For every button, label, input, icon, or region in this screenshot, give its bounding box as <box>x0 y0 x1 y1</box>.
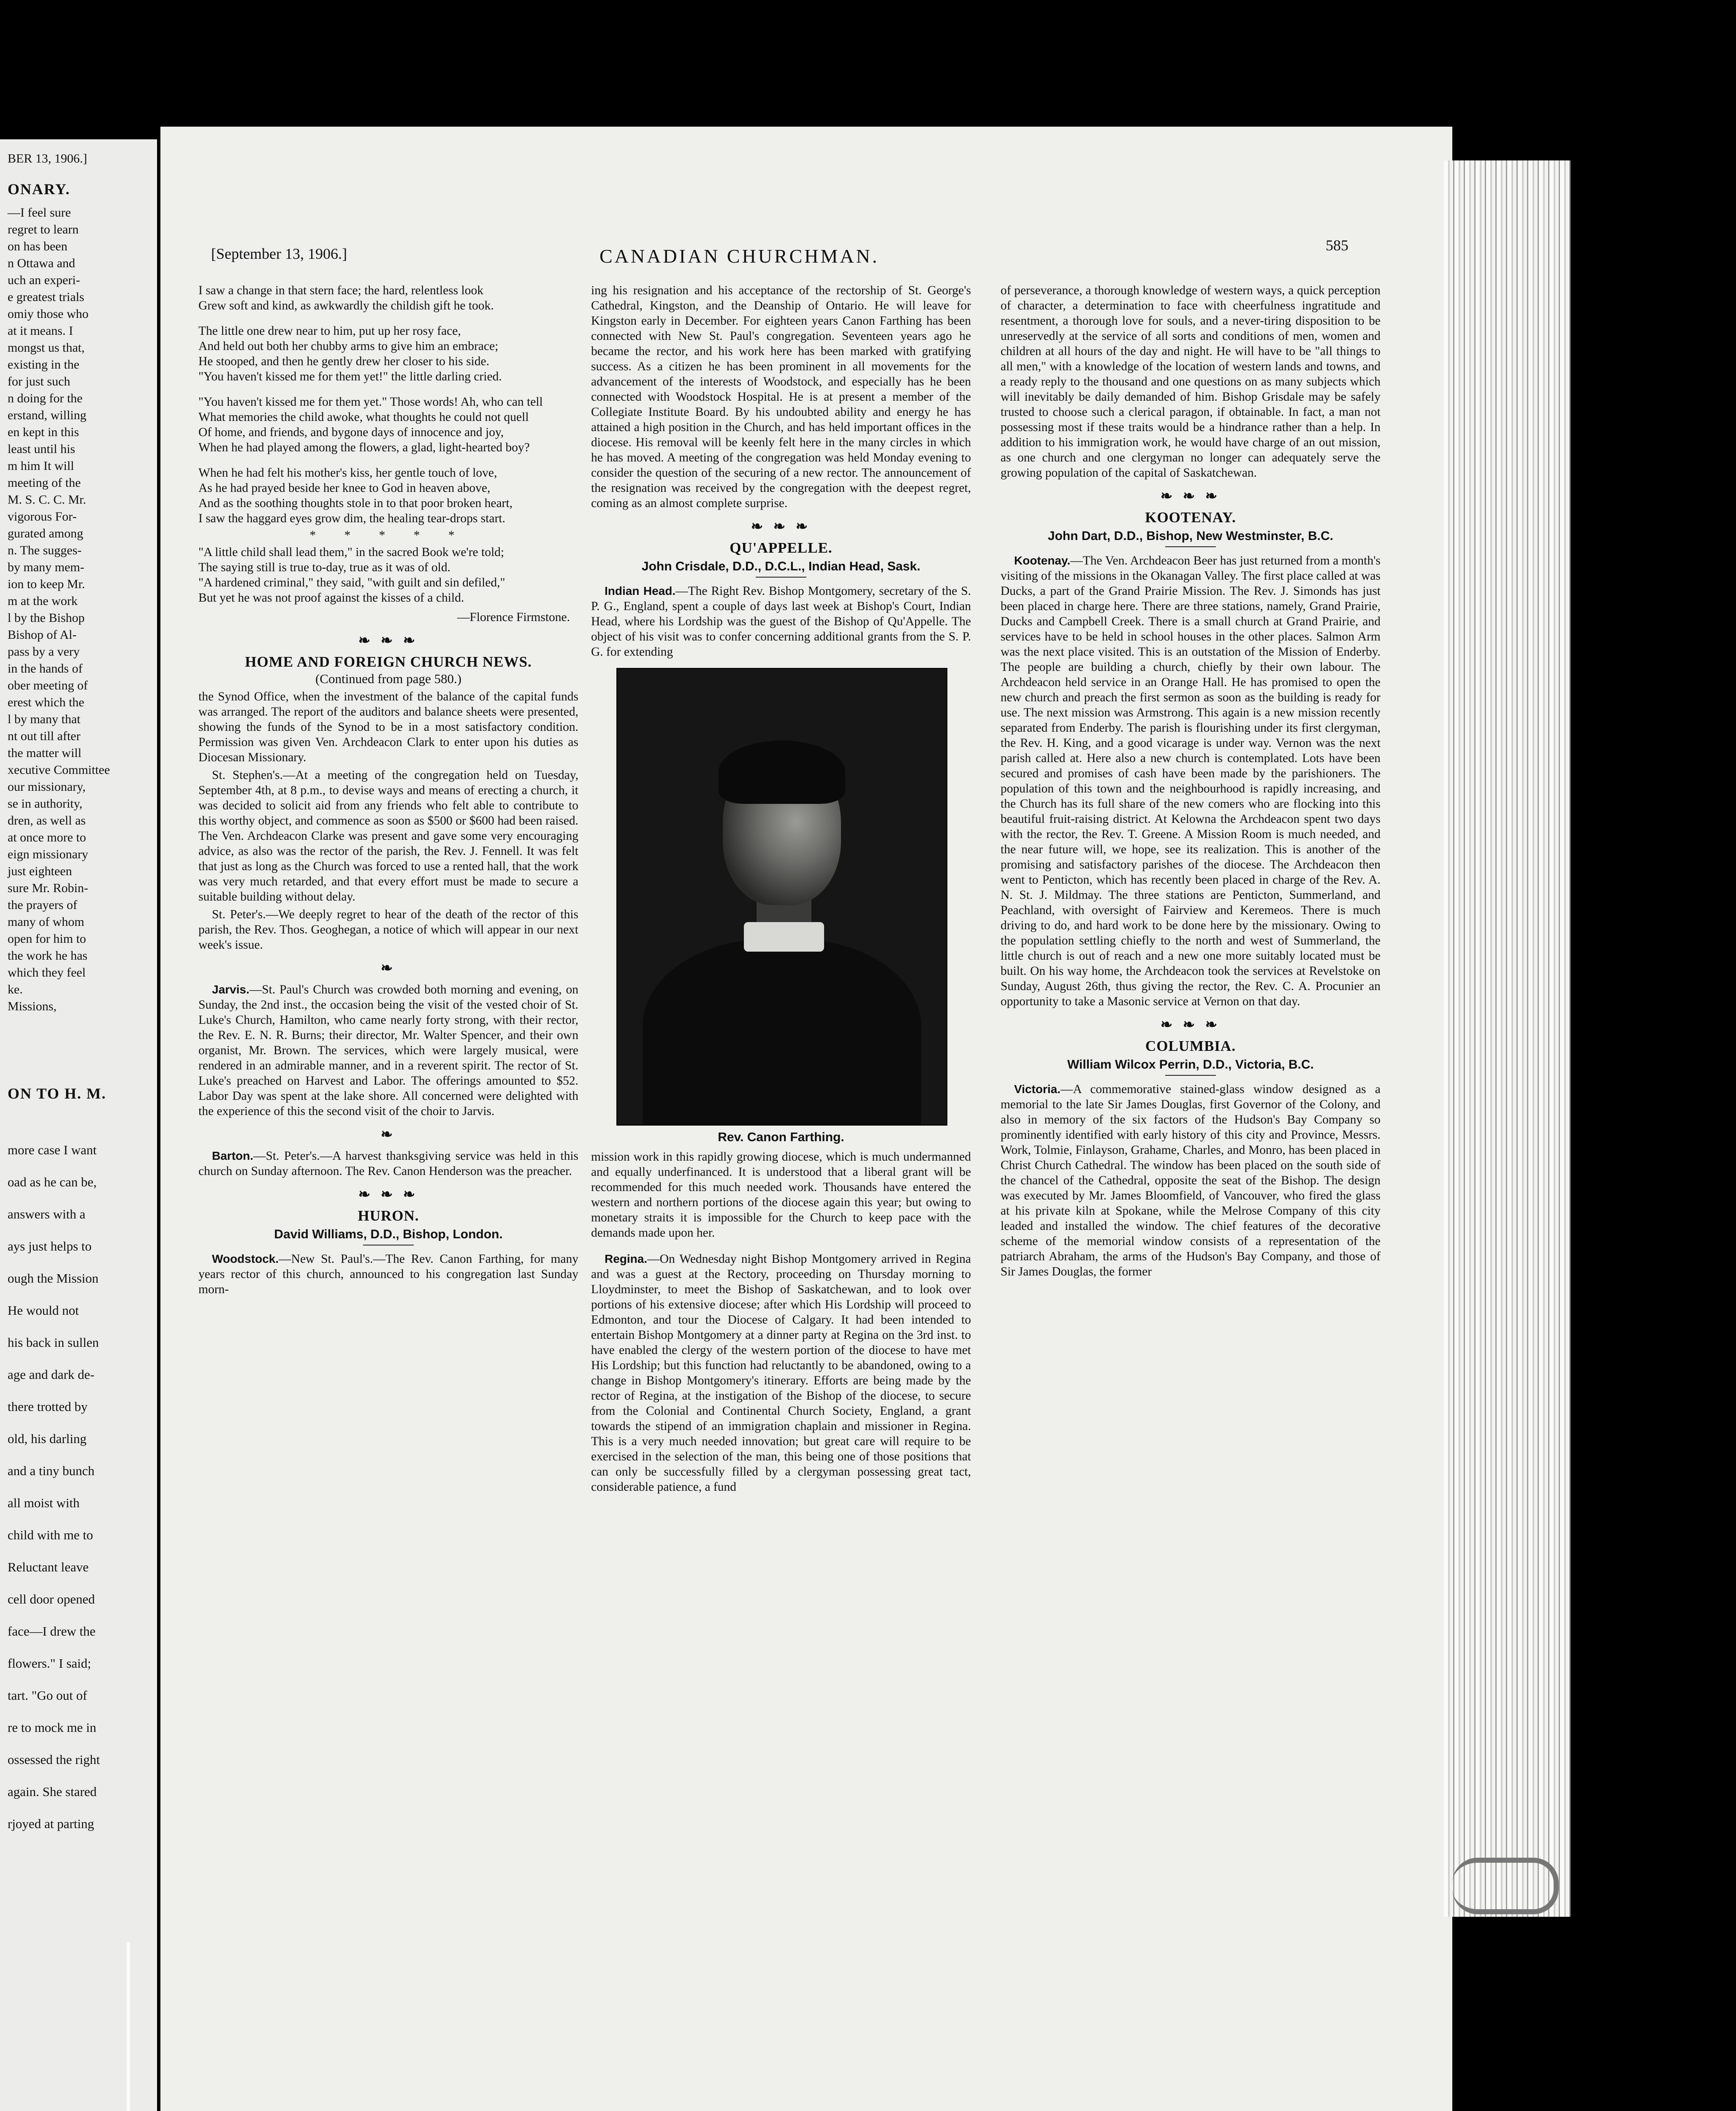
rule <box>1165 1075 1216 1076</box>
text-line: e greatest trials <box>8 290 84 304</box>
text-line: l by the Bishop <box>8 611 85 625</box>
paragraph-text: —On Wednesday night Bishop Montgomery arrived in Regina and was a guest at the Rectory, proceeding on Thursday morning to Lloydminster, to meet the Bishop of Saskatchewan, and to look over portions of his extensive diocese; after which His Lordship will proceed to Edmonton, and tour the Diocese of Calgary. It had been intended to entertain Bishop Montgomery at a dinner party at Regina on the 3rd inst. to have enabled the clergy of the western portion of the diocese to have met His Lordship; but this function had reluctantly to be abandoned, owing to a change in Bishop Montgomery's itinerary. Efforts are being made by the rector of Regina, at the instigation of the Bishop of the diocese, to secure from the Colonial and Continental Church Society, England, a grant towards the stipend of an immigration chaplain and missioner in Regina. This is a very much needed innovation; but great care will require to be exercised in the selection of the man, this being one of those positions that can only be successfully filled by a clergyman possessing great tact, considerable patience, a fund <box>591 1252 971 1494</box>
text-line: our missionary, <box>8 780 86 794</box>
stanza-break <box>198 384 578 394</box>
text-line: again. She stared <box>8 1784 97 1799</box>
text-line: ays just helps to <box>8 1239 92 1254</box>
text-line: there trotted by <box>8 1399 88 1414</box>
section-heading: HURON. <box>358 1207 419 1224</box>
text-line: M. S. C. C. Mr. <box>8 493 86 507</box>
text-line: ough the Mission <box>8 1271 99 1286</box>
ornament-small: ❧ <box>380 1127 396 1142</box>
text-line: the work he has <box>8 949 88 963</box>
portrait-figure <box>616 668 946 1145</box>
text-line: se in authority, <box>8 797 83 811</box>
text-line: many of whom <box>8 915 84 929</box>
column-2 <box>591 283 971 1497</box>
text-line: Bishop of Al- <box>8 628 77 642</box>
page-number: 585 <box>1326 237 1348 254</box>
text-line: xecutive Committee <box>8 763 110 777</box>
text-line: "You haven't kissed me for them yet." Those words! Ah, who can tell <box>198 395 543 409</box>
left-page-header: BER 13, 1906.] <box>8 152 87 166</box>
section-heading: KOOTENAY. <box>1145 509 1236 526</box>
spine-highlight <box>127 1942 130 2111</box>
ornament-small: ❧ <box>380 961 396 976</box>
ornament-divider: ❧ ❧ ❧ <box>1160 1017 1221 1033</box>
text-line: n Ottawa and <box>8 256 75 270</box>
text-line: rjoyed at parting <box>8 1816 94 1831</box>
text-line: "A hardened criminal," they said, "with guilt and sin defiled," <box>198 576 505 589</box>
paragraph-regina <box>591 1251 971 1495</box>
newspaper-page <box>160 127 1452 2111</box>
text-line: meeting of the <box>8 476 81 490</box>
text-line: more case I want <box>8 1142 97 1157</box>
text-line: face—I drew the <box>8 1624 96 1639</box>
section-heading: HOME AND FOREIGN CHURCH NEWS. <box>245 654 532 670</box>
text-line: uch an experi- <box>8 273 80 287</box>
place-name: Victoria. <box>1014 1083 1061 1096</box>
text-line: ober meeting of <box>8 678 88 692</box>
text-line: "A little child shall lead them," in the sacred Book we're told; <box>198 545 505 559</box>
text-line: "You haven't kissed me for them yet!" the little darling cried. <box>198 370 502 383</box>
text-line: erstand, willing <box>8 408 87 422</box>
text-line: Grew soft and kind, as awkwardly the childish gift he took. <box>198 299 494 312</box>
text-line: tart. "Go out of <box>8 1688 87 1703</box>
text-line: his back in sullen <box>8 1335 99 1350</box>
paragraph: mission work in this rapidly growing diocese, which is much undermanned and equally underfinanced. It is understood that a liberal grant will be recommended for this much needed work. Thousands have entered the western and northern portions of the diocese again this year; but owing to monetary straits it is impossible for the Church to keep pace with the demands made upon her. <box>591 1150 971 1240</box>
text-line: least until his <box>8 442 75 456</box>
binder-clip <box>1452 1858 1559 1914</box>
left-page-title-2: ON TO H. M. <box>8 1085 106 1102</box>
text-line: I saw a change in that stern face; the hard, relentless look <box>198 284 483 297</box>
text-line: mongst us that, <box>8 341 85 355</box>
text-line: in the hands of <box>8 662 83 676</box>
paragraph-indian-head <box>591 583 971 659</box>
ornament-divider: ❧ ❧ ❧ <box>358 1187 419 1202</box>
paragraph-text: —The Ven. Archdeacon Beer has just returned from a month's visiting of the missions in the Okanagan Valley. The first place called at was Ducks, a part of the Grand Prairie Mission. The Rev. J. Simonds has just been placed in charge here. There are three stations, namely, Grand Prairie, Ducks and Campbell Creek. There is a small church at Grand Prairie, and services have to be held in school houses in the other places. Salmon Arm was the next place visited. This is an outstation of the Mission of Enderby. The people are building a church, chiefly by their own labour. The Archdeacon held service in an Orange Hall. He has promised to open the new church and preach the first sermon as soon as the building is ready for use. The next mission was Armstrong. This again is a new mission recently separated from Enderby. The parish is flourishing under its first clergyman, the Rev. H. King, and a good vicarage is under way. Vernon was the next parish called at. Here also a new church is contemplated. Lots have been secured and promises of cash have been made by the parishioners. The population of this town and the neighbourhood is rapidly increasing, and the Church has its full share of the new comers who are flocking into this beautiful fruit-raising district. At Kelowna the Archdeacon spent two days with the rector, the Rev. T. Greene. A Mission Room is much needed, and the near future will, we hope, see its realization. This is another of the promising and satisfactory parishes of the diocese. The Archdeacon then went to Penticton, which has recently been placed in charge of the Rev. A. N. St. J. Mildmay. The three stations are Penticton, Summerland, and Peachland, with oversight of Fairview and Keremeos. There is much driving to do, and hard work to be done here by the missionary. Owing to the population settling chiefly to the north and west of Summerland, the little church is out of reach and a new one more suitably located must be built. On his way home, the Archdeacon took the services at Revelstoke on Sunday, August 26th, thus giving the rector, the Rev. C. A. Procunier an opportunity to take a Masonic service at Vernon on that day. <box>1001 554 1381 1008</box>
portrait-photo <box>616 668 947 1126</box>
column-1 <box>198 283 578 1300</box>
continued-note: (Continued from page 580.) <box>315 671 462 686</box>
text-line: for just such <box>8 374 71 388</box>
place-name: Jarvis. <box>212 983 250 996</box>
text-line: What memories the child awoke, what thoughts he could not quell <box>198 410 529 424</box>
paragraph-text: —St. Peter's.—A harvest thanksgiving service was held in this church on Sunday afternoon. The Rev. Canon Henderson was the preacher. <box>198 1149 578 1178</box>
left-page-fragment <box>0 139 157 2111</box>
poem-signature: —Florence Firmstone. <box>457 611 570 624</box>
text-line: But yet he was not proof against the kisses of a child. <box>198 591 464 605</box>
section-heading: COLUMBIA. <box>1145 1038 1236 1054</box>
text-line: all moist with <box>8 1495 80 1510</box>
text-line: As he had prayed beside her knee to God in heaven above, <box>198 481 491 495</box>
poem-closing <box>198 545 578 605</box>
text-line: dren, as well as <box>8 814 86 828</box>
text-line: The saying still is true to-day, true as it was of old. <box>198 561 450 574</box>
text-line: erest which the <box>8 695 84 709</box>
text-line: cell door opened <box>8 1592 95 1606</box>
text-line: old, his darling <box>8 1431 87 1446</box>
left-page-lines <box>8 204 151 1015</box>
text-line: the prayers of <box>8 898 77 912</box>
photo-caption: Rev. Canon Farthing. <box>718 1130 844 1144</box>
text-line: Reluctant leave <box>8 1560 89 1574</box>
place-name: Woodstock. <box>212 1252 279 1265</box>
text-line: And as the soothing thoughts stole in to that poor broken heart, <box>198 497 513 510</box>
paragraph-woodstock <box>198 1251 578 1297</box>
rule <box>756 577 806 578</box>
page-edges <box>1444 160 1571 1917</box>
paragraph: ing his resignation and his acceptance of the rectorship of St. George's Cathedral, Kingston, and the Deanship of Ontario. He will leave for Kingston early in December. For eighteen years Canon Farthing has been connected with New St. Paul's congregation. Seventeen years ago he became the rector, and his work here has been marked with gratifying success. As a citizen he has been prominent in all movements for the advancement of the interests of Woodstock, and especially has he been connected with Woodstock Hospital. He is at present a member of the Collegiate Institute Board. By his undoubted ability and energy he has attained a high position in the Church, and has held important offices in the diocese. His removal will be keenly felt here in the many circles in which he has moved. A meeting of the congregation was held Monday evening to consider the question of the securing of a new rector. The announcement of the resignation was received by the congregation with the deepest regret, coming as an almost complete surprise. <box>591 284 971 510</box>
text-line: And held out both her chubby arms to give him an embrace; <box>198 339 499 353</box>
text-line: omiy those who <box>8 307 89 321</box>
text-line: Of home, and friends, and bygone days of innocence and joy, <box>198 426 504 439</box>
text-line: existing in the <box>8 358 79 372</box>
ornament-divider: ❧ ❧ ❧ <box>751 519 811 535</box>
text-line: on has been <box>8 239 68 253</box>
bishop-line: John Crisdale, D.D., D.C.L., Indian Head, Sask. <box>641 559 921 573</box>
page-date: [September 13, 1906.] <box>211 245 347 262</box>
text-line: When he had played among the flowers, a glad, light-hearted boy? <box>198 441 530 454</box>
stanza-break <box>198 313 578 323</box>
paragraph-victoria <box>1001 1082 1381 1279</box>
paragraph-jarvis <box>198 982 578 1119</box>
place-name: Regina. <box>605 1252 648 1265</box>
bishop-line: David Williams, D.D., Bishop, London. <box>274 1227 503 1241</box>
text-line: regret to learn <box>8 222 79 236</box>
bishop-line: John Dart, D.D., Bishop, New Westminster, B.C. <box>1047 529 1334 543</box>
section-heading: QU'APPELLE. <box>730 540 833 556</box>
text-line: at once more to <box>8 830 86 844</box>
text-line: ossessed the right <box>8 1752 100 1767</box>
paragraph-text: —New St. Paul's.—The Rev. Canon Farthing, for many years rector of this church, announced to his congregation last Sunday morn- <box>198 1252 578 1296</box>
text-line: Missions, <box>8 999 57 1013</box>
text-line: by many mem- <box>8 560 84 574</box>
text-line: flowers." I said; <box>8 1656 91 1671</box>
place-name: Kootenay. <box>1014 554 1071 567</box>
paragraph: of perseverance, a thorough knowledge of western ways, a quick perception of character, a determination to face with cheerfulness ingratitude and resentment, a thorough love for souls, and a never-tiring disposition to be unreservedly at the service of all sorts and conditions of men, women and children at all hours of the day and night. He will have to be "all things to all men," with a knowledge of the location of western lands and towns, and a ready reply to the thousand and one questions on as many subjects which will inevitably be daily demanded of him. Bishop Grisdale may be safely trusted to choose such a clerical paragon, if obtainable. In fact, a man not possessing most if these traits would be a hindrance rather than a help. In addition to his immigration work, he would have charge of an out mission, as one church and one clergyman no longer can adequately serve the growing population of the capital of Saskatchewan. <box>1001 284 1381 480</box>
text-line: age and dark de- <box>8 1367 95 1382</box>
ornament-divider: ❧ ❧ ❧ <box>1160 488 1221 504</box>
text-line: ion to keep Mr. <box>8 577 85 591</box>
text-line: and a tiny bunch <box>8 1463 95 1478</box>
text-line: gurated among <box>8 526 84 540</box>
text-line: He stooped, and then he gently drew her closer to his side. <box>198 355 489 368</box>
text-line: He would not <box>8 1303 79 1318</box>
text-line: which they feel <box>8 966 86 980</box>
column-3 <box>1001 283 1381 1282</box>
text-line: nt out till after <box>8 729 81 743</box>
stanza-break <box>198 455 578 465</box>
text-line: child with me to <box>8 1528 93 1542</box>
paragraph: the Synod Office, when the investment of the balance of the capital funds was arranged. The report of the auditors and balance sheets were presented, showing the funds of the Synod to be in a most satisfactory condition. Permission was given Ven. Archdeacon Clark to enter upon his duties as Diocesan Missionary. <box>198 690 578 764</box>
text-line: n. The sugges- <box>8 543 82 557</box>
ornament-divider: ❧ ❧ ❧ <box>358 633 419 648</box>
text-line: pass by a very <box>8 645 80 659</box>
paragraph-kootenay <box>1001 553 1381 1009</box>
paragraph-text: —St. Paul's Church was crowded both morning and evening, on Sunday, the 2nd inst., the occasion being the visit of the vested choir of St. Luke's Church, Hamilton, who came nearly forty strong, with their rector, the Rev. E. N. R. Burns; their director, Mr. Walter Spencer, and their own organist, Mr. Brown. The services, which were largely musical, were rendered in an admirable manner, and in a reverent spirit. The rector of St. Luke's preached on Harvest and Labor. The offerings amounted to $52. Labor Day was spent at the lake shore. All concerned were delighted with the experience of this the second visit of the choir to Jarvis. <box>198 983 578 1118</box>
text-line: I saw the haggard eyes grow dim, the healing tear-drops start. <box>198 512 505 525</box>
text-line: at it means. I <box>8 324 73 338</box>
text-line: m at the work <box>8 594 78 608</box>
poem-stanzas <box>198 283 578 526</box>
text-line: oad as he can be, <box>8 1175 97 1189</box>
stars-divider: * * * * * <box>309 529 467 542</box>
text-line: —I feel sure <box>8 206 71 220</box>
place-name: Barton. <box>212 1149 253 1162</box>
text-line: answers with a <box>8 1207 86 1221</box>
text-line: n doing for the <box>8 391 83 405</box>
paragraph-text: —A commemorative stained-glass window designed as a memorial to the late Sir James Douglas, first Governor of the Colony, and also in memory of the six factors of the Hudson's Bay Company so prominently identified with early history of this city and Province, Messrs. Work, Tolmie, Finlayson, Grahame, Charles, and Monro, has been placed in Christ Church Cathedral. The window has been placed on the south side of the chancel of the Cathedral, opposite the seat of the Bishop. The design was executed by Mr. James Bloomfield, of Vancouver, who fired the glass at his private kiln at Spokane, while the Melrose Company of this city leaded and installed the window. The chief features of the decorative scheme of the memorial window consists of a representation of the patriarch Abraham, the arms of the Hudson's Bay Company, and those of Sir James Douglas, the former <box>1001 1083 1381 1278</box>
paragraph: St. Stephen's.—At a meeting of the congregation held on Tuesday, September 4th, at 8 p.m., to devise ways and means of erecting a church, it was decided to solicit aid from any friends who felt able to contribute to this worthy object, and commence as soon as $500 or $600 had been raised. The Ven. Archdeacon Clarke was present and gave some very encouraging advice, as also was the rector of the parish, the Rev. J. Fennell. It was felt that just as long as the Church was forced to use a rented hall, that the work was very much retarded, and that every effort must be made to secure a suitable building without delay. <box>198 768 578 904</box>
text-line: re to mock me in <box>8 1720 97 1735</box>
place-name: Indian Head. <box>605 584 676 597</box>
rule <box>1165 546 1216 547</box>
text-line: en kept in this <box>8 425 79 439</box>
text-line: sure Mr. Robin- <box>8 881 88 895</box>
text-line: open for him to <box>8 932 86 946</box>
left-page-lines-2 <box>8 1134 151 1840</box>
text-line: The little one drew near to him, put up her rosy face, <box>198 324 461 338</box>
text-line: l by many that <box>8 712 81 726</box>
text-line: just eighteen <box>8 864 72 878</box>
text-line: the matter will <box>8 746 81 760</box>
text-line: eign missionary <box>8 847 88 861</box>
text-line: When he had felt his mother's kiss, her gentle touch of love, <box>198 466 497 480</box>
bishop-line: William Wilcox Perrin, D.D., Victoria, B.C. <box>1067 1058 1314 1072</box>
paragraph-barton <box>198 1148 578 1179</box>
left-page-title: ONARY. <box>8 181 71 198</box>
text-line: vigorous For- <box>8 510 77 524</box>
page-title: CANADIAN CHURCHMAN. <box>599 245 879 267</box>
paragraph: St. Peter's.—We deeply regret to hear of the death of the rector of this parish, the Rev. Thos. Geoghegan, a notice of which will appear in our next week's issue. <box>198 908 578 952</box>
text-line: ke. <box>8 982 23 996</box>
paragraph-text: —The Right Rev. Bishop Montgomery, secretary of the S. P. G., England, spent a couple of days last week at Bishop's Court, Indian Head, where his Lordship was the guest of the Bishop of Qu'Appelle. The object of his visit was to confer concerning additional grants from the S. P. G. for extending <box>591 584 971 659</box>
text-line: m him It will <box>8 459 74 473</box>
